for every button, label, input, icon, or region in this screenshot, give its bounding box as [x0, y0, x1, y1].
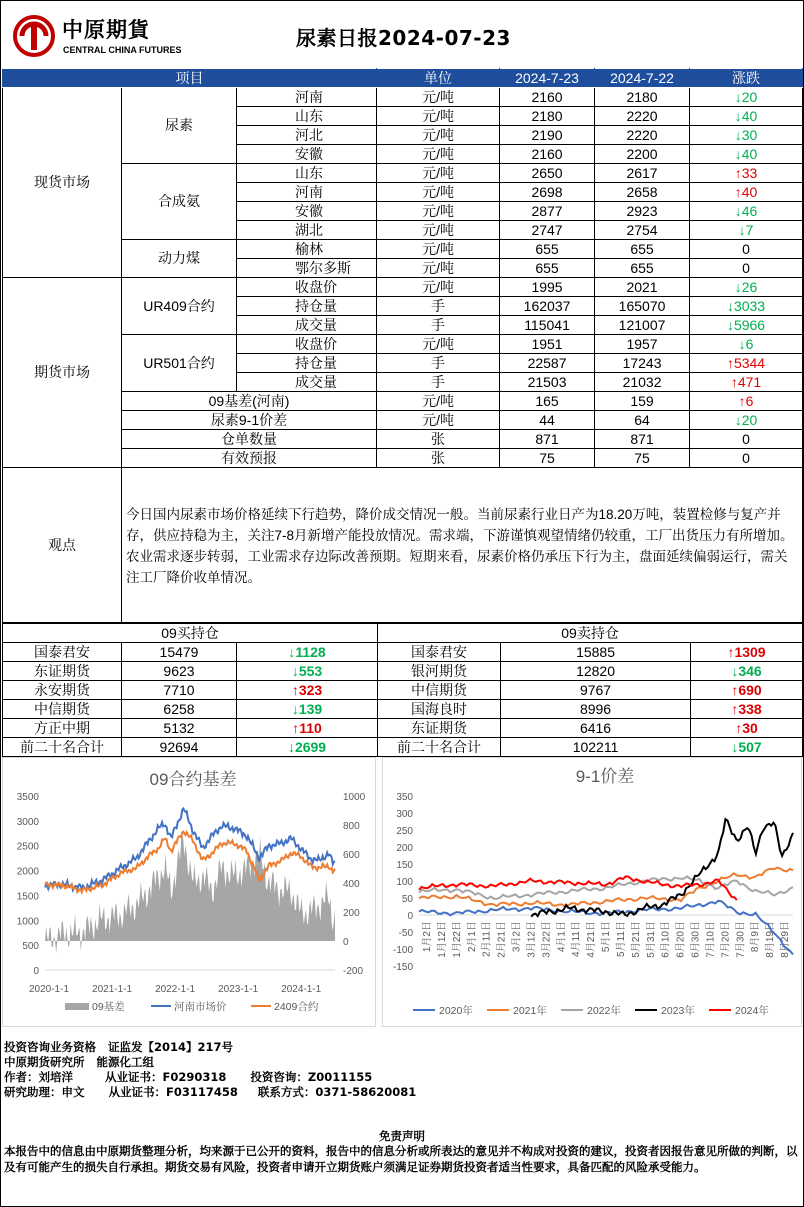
seller-change: ↑30	[691, 719, 803, 738]
group-urea: 尿素	[122, 88, 237, 164]
seller-name: 国海良时	[378, 700, 501, 719]
table-row	[3, 335, 803, 354]
x-tick-label: 6月30日	[690, 921, 702, 958]
x-tick-label: 6月20日	[675, 921, 687, 958]
disclaimer-text: 本报告中的信息由中原期货整理分析，均来源于已公开的资料，报告中的信息分析或所表达的意见并不构成对投资的建议，投资者因报告意见所做的判断，以及有可能产生的损失自行承担。期货交易有风险，投资者申请开立期货账户须满足证券期货投资者适当性要求，具备匹配的风险承受能力。	[4, 1144, 798, 1174]
row-change: ↑40	[690, 183, 803, 202]
row-change: 0	[690, 259, 803, 278]
buyer-volume: 6258	[122, 700, 237, 719]
chart-title: 09合约基差	[149, 770, 237, 789]
y-tick-label: 350	[396, 792, 413, 803]
row-change: ↑6	[690, 392, 803, 411]
y-tick-label: 150	[396, 860, 413, 871]
row-value-current: 1951	[500, 335, 595, 354]
row-unit: 元/吨	[377, 164, 500, 183]
legend-label: 2023年	[661, 1005, 695, 1017]
y-tick-label: -150	[392, 962, 413, 973]
row-change: ↓5966	[690, 316, 803, 335]
disclaimer-title: 免责声明	[379, 1129, 425, 1143]
legend-label: 2021年	[513, 1005, 547, 1017]
buy-positions-title: 09买持仓	[3, 624, 378, 643]
table-row	[3, 164, 803, 183]
buyer-name: 中信期货	[3, 700, 122, 719]
x-tick-label: 1月2日	[422, 921, 433, 953]
row-value-current: 2160	[500, 88, 595, 107]
row-unit: 元/吨	[377, 202, 500, 221]
y-left-tick-label: 1000	[16, 916, 39, 928]
logo-chinese: 中原期貨	[62, 18, 150, 42]
x-tick-label: 2021-1-1	[92, 984, 133, 995]
legend-label: 2020年	[439, 1005, 473, 1017]
row-value-current: 22587	[500, 354, 595, 373]
row-name: 湖北	[237, 221, 377, 240]
y-left-tick-label: 2500	[16, 841, 39, 853]
row-value-previous: 655	[595, 240, 690, 259]
x-tick-label: 2023-1-1	[218, 984, 259, 995]
institute-line: 中原期货研究所 能源化工组	[4, 1055, 155, 1069]
row-name: 鄂尔多斯	[237, 259, 377, 278]
x-tick-label: 7月30日	[735, 921, 747, 958]
buyer-volume: 15479	[122, 643, 237, 662]
row-unit: 元/吨	[377, 183, 500, 202]
row-value-previous: 2200	[595, 145, 690, 164]
y-tick-label: 0	[407, 911, 413, 922]
view-text: 今日国内尿素市场价格延续下行趋势，降价成交情况一般。当前尿素行业日产为18.20万吨，装置检修与复产并存，供应持稳为主，关注7-8月新增产能投放情况。需求端，下游谨慎观望情绪仍较重，工厂出货压力有所增加。农业需求逐步转弱，工业需求存边际改善预期。短期来看，尿素价格仍承压下行为主，盘面延续偏弱运行，需关注工厂降价收单情况。	[122, 468, 803, 623]
positions-table	[2, 623, 803, 757]
table-row	[3, 392, 803, 411]
y-tick-label: 200	[396, 843, 413, 854]
x-tick-label: 4月21日	[586, 921, 598, 958]
row-value-current: 75	[500, 449, 595, 468]
legend-label: 河南市场价	[174, 1001, 227, 1013]
seller-name: 国泰君安	[378, 643, 501, 662]
row-unit: 元/吨	[377, 145, 500, 164]
row-value-previous: 17243	[595, 354, 690, 373]
buyer-name: 国泰君安	[3, 643, 122, 662]
row-change: ↓20	[690, 411, 803, 430]
row-change: ↓3033	[690, 297, 803, 316]
row-value-previous: 2754	[595, 221, 690, 240]
row-unit: 元/吨	[377, 278, 500, 297]
row-value-previous: 2180	[595, 88, 690, 107]
header-unit: 单位	[377, 69, 500, 88]
view-label: 观点	[3, 468, 122, 623]
x-tick-label: 2020-1-1	[28, 984, 70, 995]
spread-line-2023	[531, 819, 793, 917]
row-unit: 元/吨	[377, 259, 500, 278]
legend-label: 2024年	[735, 1005, 769, 1017]
basis-chart-svg	[3, 758, 375, 1026]
buyer-change: ↓1128	[237, 643, 378, 662]
positions-row	[3, 700, 803, 719]
y-right-tick-label: 1000	[343, 792, 366, 803]
y-right-tick-label: -200	[343, 966, 364, 977]
row-value-previous: 2220	[595, 126, 690, 145]
group-ammonia: 合成氨	[122, 164, 237, 240]
legend-label: 2409合约	[274, 1001, 319, 1013]
row-change: 0	[690, 240, 803, 259]
row-value-current: 871	[500, 430, 595, 449]
row-unit: 元/吨	[377, 411, 500, 430]
seller-volume: 6416	[501, 719, 691, 738]
y-left-tick-label: 3500	[16, 792, 39, 803]
x-tick-label: 4月11日	[571, 921, 583, 957]
row-value-current: 2180	[500, 107, 595, 126]
row-value-previous: 2021	[595, 278, 690, 297]
y-tick-label: -50	[398, 928, 413, 939]
row-name: 安徽	[237, 145, 377, 164]
buyer-change: ↓2699	[237, 738, 378, 757]
spread-line-2022	[419, 876, 793, 899]
row-unit: 元/吨	[377, 88, 500, 107]
row-value-previous: 159	[595, 392, 690, 411]
row-value-current: 2877	[500, 202, 595, 221]
row-change: ↓30	[690, 126, 803, 145]
row-value-previous: 64	[595, 411, 690, 430]
buyer-name: 永安期货	[3, 681, 122, 700]
x-tick-label: 6月10日	[660, 921, 672, 958]
header-date-2: 2024-7-22	[595, 69, 690, 88]
row-name: 收盘价	[237, 335, 377, 354]
y-left-tick-label: 1500	[16, 891, 39, 903]
x-tick-label: 1月12日	[436, 921, 448, 958]
category-futures: 期货市场	[3, 278, 122, 468]
y-right-tick-label: 0	[343, 937, 349, 948]
seller-volume: 12820	[501, 662, 691, 681]
row-value-current: 44	[500, 411, 595, 430]
row-value-current: 165	[500, 392, 595, 411]
row-change: ↓26	[690, 278, 803, 297]
seller-change: ↓507	[691, 738, 803, 757]
row-name: 仓单数量	[122, 430, 377, 449]
x-tick-label: 3月2日	[511, 921, 523, 953]
row-unit: 元/吨	[377, 126, 500, 145]
author-info	[4, 1040, 416, 1100]
spread-chart	[382, 757, 802, 1027]
positions-row	[3, 738, 803, 757]
positions-title-row	[3, 624, 803, 643]
positions-row	[3, 681, 803, 700]
row-name: 榆林	[237, 240, 377, 259]
row-name: 持仓量	[237, 297, 377, 316]
row-value-current: 2160	[500, 145, 595, 164]
y-right-tick-label: 400	[343, 879, 360, 890]
row-value-previous: 121007	[595, 316, 690, 335]
group-ur409: UR409合约	[122, 278, 237, 335]
buyer-volume: 9623	[122, 662, 237, 681]
row-value-current: 2698	[500, 183, 595, 202]
row-value-current: 2747	[500, 221, 595, 240]
seller-volume: 8996	[501, 700, 691, 719]
row-value-previous: 2220	[595, 107, 690, 126]
row-name: 安徽	[237, 202, 377, 221]
row-change: ↓20	[690, 88, 803, 107]
assistant-line: 研究助理：申文 从业证书：F03117458 联系方式：0371-58620081	[4, 1085, 417, 1099]
row-name: 河南	[237, 88, 377, 107]
x-tick-label: 5月31日	[645, 921, 657, 958]
row-value-current: 2190	[500, 126, 595, 145]
buyer-volume: 5132	[122, 719, 237, 738]
row-change: ↓40	[690, 107, 803, 126]
positions-row	[3, 643, 803, 662]
seller-name: 中信期货	[378, 681, 501, 700]
y-left-tick-label: 500	[22, 941, 39, 953]
legend-swatch-basis	[65, 1003, 89, 1010]
x-tick-label: 8月9日	[750, 921, 762, 953]
y-tick-label: 50	[401, 894, 413, 905]
row-unit: 手	[377, 316, 500, 335]
row-value-current: 162037	[500, 297, 595, 316]
buyer-name: 前二十名合计	[3, 738, 122, 757]
row-name: 09基差(河南)	[122, 392, 377, 411]
table-row	[3, 278, 803, 297]
y-tick-label: 250	[396, 826, 413, 837]
row-value-current: 21503	[500, 373, 595, 392]
seller-name: 东证期货	[378, 719, 501, 738]
row-unit: 元/吨	[377, 335, 500, 354]
row-change: ↓40	[690, 145, 803, 164]
row-name: 成交量	[237, 316, 377, 335]
row-value-previous: 165070	[595, 297, 690, 316]
x-tick-label: 2022-1-1	[155, 984, 196, 995]
author-line: 作者：刘培洋 从业证书：F0290318 投资咨询：Z0011155	[4, 1070, 373, 1084]
y-tick-label: 100	[396, 877, 413, 888]
row-value-current: 115041	[500, 316, 595, 335]
x-tick-label: 7月20日	[720, 921, 732, 958]
buyer-change: ↑323	[237, 681, 378, 700]
header-item: 项目	[3, 69, 377, 88]
positions-row	[3, 662, 803, 681]
report-title: 尿素日报2024-07-23	[296, 26, 511, 50]
y-tick-label: 300	[396, 809, 413, 820]
table-row	[3, 240, 803, 259]
seller-change: ↓346	[691, 662, 803, 681]
row-unit: 元/吨	[377, 221, 500, 240]
seller-name: 前二十名合计	[378, 738, 501, 757]
buyer-volume: 7710	[122, 681, 237, 700]
buyer-change: ↓553	[237, 662, 378, 681]
company-logo	[10, 12, 190, 60]
row-name: 山东	[237, 107, 377, 126]
buyer-name: 东证期货	[3, 662, 122, 681]
table-row	[3, 449, 803, 468]
table-row	[3, 411, 803, 430]
x-tick-label: 4月1日	[556, 921, 568, 953]
y-right-tick-label: 800	[343, 821, 360, 832]
y-right-tick-label: 200	[343, 908, 360, 919]
x-tick-label: 8月29日	[780, 921, 791, 958]
x-tick-label: 2月1日	[466, 921, 478, 953]
seller-volume: 15885	[501, 643, 691, 662]
x-tick-label: 5月11日	[615, 921, 627, 957]
row-value-previous: 2923	[595, 202, 690, 221]
buyer-name: 方正中期	[3, 719, 122, 738]
row-value-current: 1995	[500, 278, 595, 297]
spread-chart-svg	[383, 758, 801, 1026]
buyer-change: ↓139	[237, 700, 378, 719]
row-change: ↑5344	[690, 354, 803, 373]
row-name: 河南	[237, 183, 377, 202]
seller-change: ↑1309	[691, 643, 803, 662]
row-name: 成交量	[237, 373, 377, 392]
x-tick-label: 8月19日	[765, 921, 777, 958]
row-value-previous: 655	[595, 259, 690, 278]
row-value-previous: 871	[595, 430, 690, 449]
y-left-tick-label: 3000	[16, 816, 39, 828]
row-change: ↓7	[690, 221, 803, 240]
row-unit: 元/吨	[377, 240, 500, 259]
legend-label: 2022年	[587, 1005, 621, 1017]
buyer-volume: 92694	[122, 738, 237, 757]
row-change: ↓46	[690, 202, 803, 221]
row-name: 持仓量	[237, 354, 377, 373]
x-tick-label: 7月10日	[705, 921, 717, 958]
row-change: ↓6	[690, 335, 803, 354]
seller-volume: 102211	[501, 738, 691, 757]
row-change: 0	[690, 430, 803, 449]
row-change: ↑471	[690, 373, 803, 392]
chart-title: 9-1价差	[575, 767, 635, 786]
y-right-tick-label: 600	[343, 850, 360, 861]
row-unit: 手	[377, 354, 500, 373]
x-tick-label: 3月12日	[526, 921, 538, 958]
row-unit: 张	[377, 449, 500, 468]
row-unit: 手	[377, 373, 500, 392]
row-value-current: 655	[500, 259, 595, 278]
row-name: 山东	[237, 164, 377, 183]
row-name: 收盘价	[237, 278, 377, 297]
group-ur501: UR501合约	[122, 335, 237, 392]
positions-row	[3, 719, 803, 738]
header-change: 涨跌	[690, 69, 803, 88]
row-unit: 手	[377, 297, 500, 316]
y-left-tick-label: 0	[33, 966, 39, 977]
seller-change: ↑690	[691, 681, 803, 700]
seller-name: 银河期货	[378, 662, 501, 681]
row-unit: 张	[377, 430, 500, 449]
view-row	[3, 468, 803, 623]
row-value-current: 655	[500, 240, 595, 259]
row-name: 尿素9-1价差	[122, 411, 377, 430]
row-value-current: 2650	[500, 164, 595, 183]
sell-positions-title: 09卖持仓	[378, 624, 803, 643]
x-tick-label: 5月1日	[601, 921, 612, 953]
row-value-previous: 21032	[595, 373, 690, 392]
row-change: 0	[690, 449, 803, 468]
row-name: 有效预报	[122, 449, 377, 468]
basis-chart	[2, 757, 376, 1027]
row-value-previous: 2617	[595, 164, 690, 183]
table-row	[3, 430, 803, 449]
y-left-tick-label: 2000	[16, 866, 39, 878]
row-name: 河北	[237, 126, 377, 145]
qualification-line: 投资咨询业务资格 证监发【2014】217号	[4, 1040, 234, 1054]
seller-change: ↑338	[691, 700, 803, 719]
row-change: ↑33	[690, 164, 803, 183]
category-spot: 现货市场	[3, 88, 122, 278]
table-row	[3, 88, 803, 107]
buyer-change: ↑110	[237, 719, 378, 738]
row-value-previous: 75	[595, 449, 690, 468]
row-value-previous: 1957	[595, 335, 690, 354]
table-header-row	[3, 69, 803, 88]
y-tick-label: -100	[392, 945, 413, 956]
x-tick-label: 2月11日	[481, 921, 493, 957]
x-tick-label: 2月21日	[496, 921, 508, 958]
row-unit: 元/吨	[377, 107, 500, 126]
row-unit: 元/吨	[377, 392, 500, 411]
x-tick-label: 3月22日	[541, 921, 553, 958]
header-date-1: 2024-7-23	[500, 69, 595, 88]
legend-label: 09基差	[92, 1001, 125, 1013]
seller-volume: 9767	[501, 681, 691, 700]
group-coal: 动力煤	[122, 240, 237, 278]
price-table	[2, 68, 803, 623]
basis-area	[45, 833, 335, 953]
x-tick-label: 1月22日	[451, 921, 463, 958]
x-tick-label: 2024-1-1	[281, 984, 322, 995]
x-tick-label: 5月21日	[630, 921, 642, 958]
row-value-previous: 2658	[595, 183, 690, 202]
logo-english: CENTRAL CHINA FUTURES	[63, 45, 182, 55]
